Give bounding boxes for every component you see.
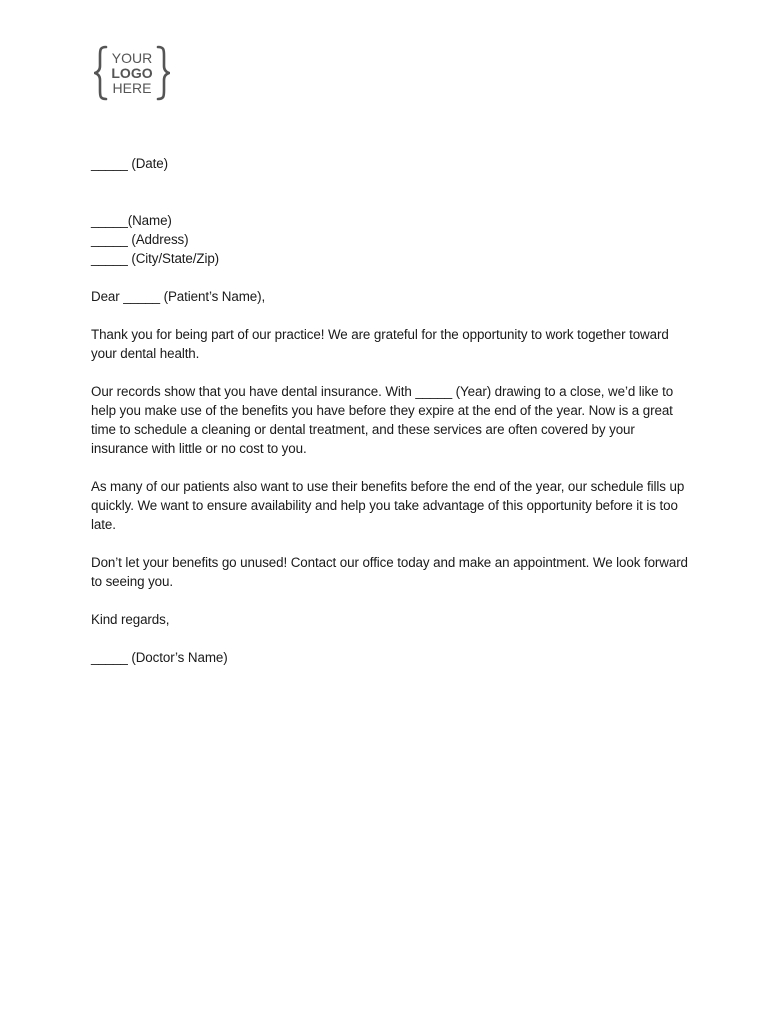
address-name: _____(Name) <box>91 213 172 228</box>
letter-body <box>91 154 691 686</box>
paragraph-thanks: Thank you for being part of our practice! We are grateful for the opportunity to work together toward your dental health. <box>91 327 673 361</box>
signature-line: _____ (Doctor’s Name) <box>91 650 228 665</box>
logo-icon <box>94 44 170 102</box>
closing: Kind regards, <box>91 612 170 627</box>
logo-placeholder <box>94 44 170 102</box>
logo-text-line2: LOGO <box>111 65 153 81</box>
date-line: _____ (Date) <box>91 156 168 171</box>
logo-text-line1: YOUR <box>111 50 153 66</box>
salutation: Dear _____ (Patient’s Name), <box>91 289 266 304</box>
paragraph-call-to-action: Don’t let your benefits go unused! Contact our office today and make an appointment. We look forward to seeing you. <box>91 555 692 589</box>
address-city-state-zip: _____ (City/State/Zip) <box>91 251 220 266</box>
logo-text-line3: HERE <box>112 80 152 96</box>
paragraph-insurance: Our records show that you have dental insurance. With _____ (Year) drawing to a close, we’d like to help you make use of the benefits you have before they expire at the end of the year. Now is a great time to schedule a cleaning or dental treatment, and these services are often covered by your insurance with little or no cost to you. <box>91 384 677 456</box>
address-street: _____ (Address) <box>91 232 189 247</box>
paragraph-schedule: As many of our patients also want to use their benefits before the end of the year, our schedule fills up quickly. We want to ensure availability and help you take advantage of this opportunity before it is too late. <box>91 479 688 532</box>
recipient-address <box>91 211 691 268</box>
